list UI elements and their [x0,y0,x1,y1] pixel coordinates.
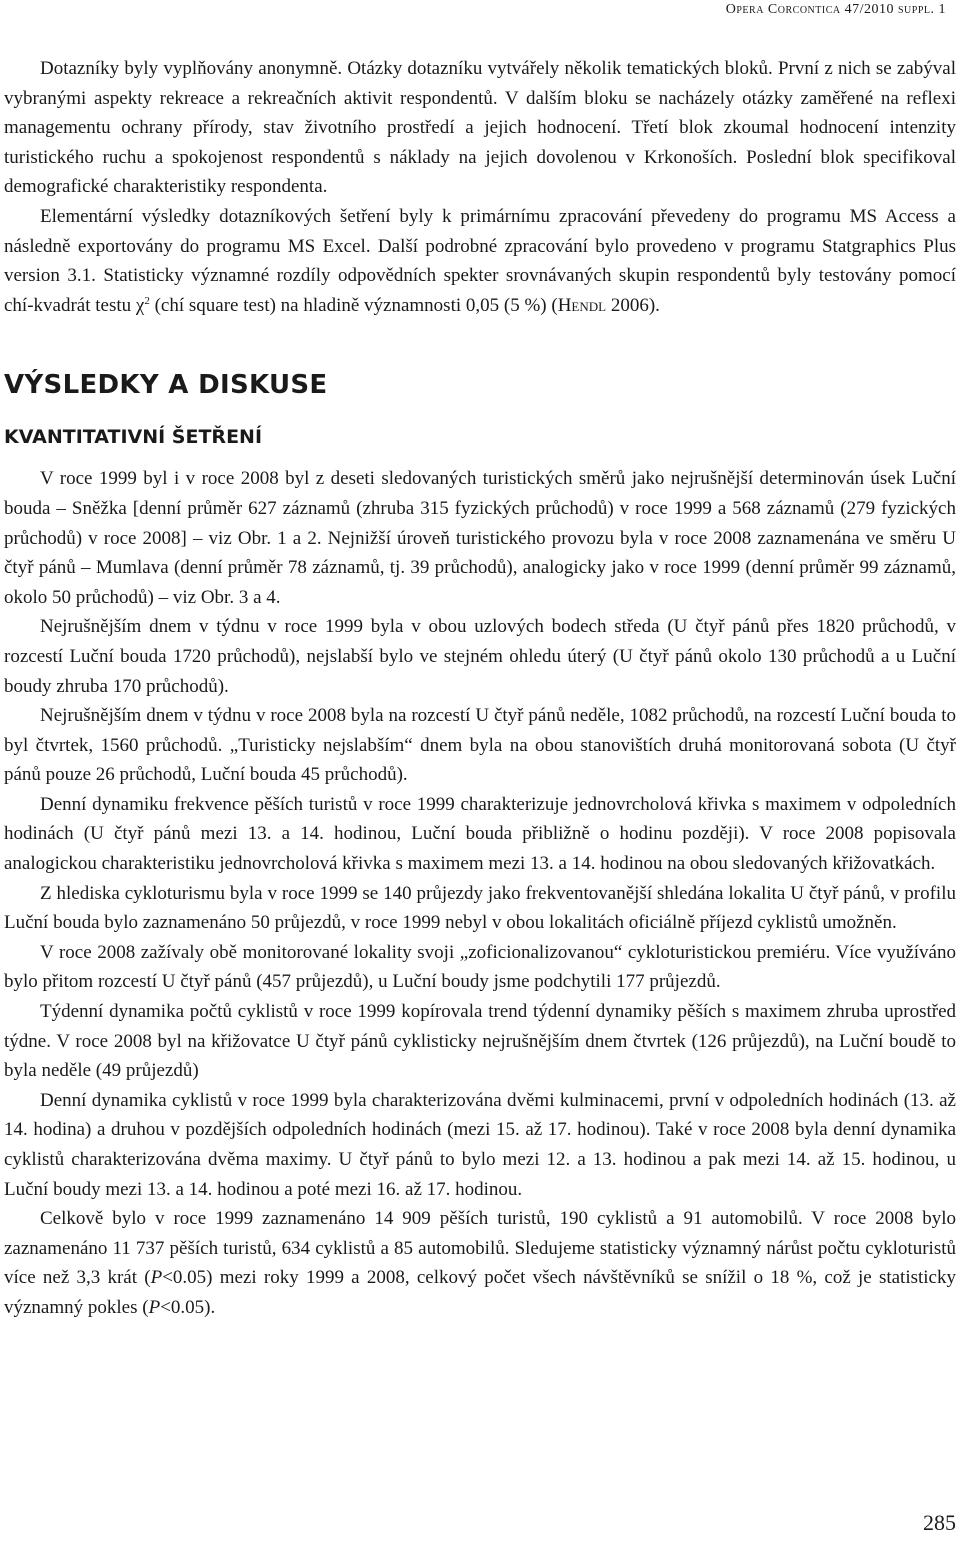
results-p9-text-2: <0.05) mezi roky 1999 a 2008, celkový počet všech návštěvníků se snížil o 18 %, což je statisticky významný pokles ( [4,1267,956,1318]
journal-title: Opera Corcontica 47/2010 suppl. 1 [725,2,946,17]
results-paragraph-1: V roce 1999 byl i v roce 2008 byl z deseti sledovaných turistických směrů jako nejrušnější determinován úsek Luční bouda – Sněžka [denní průměr 627 záznamů (zhruba 315 fyzických průchodů) v roce 1999 a 568 záznamů (279 fyzických průchodů) v roce 2008] – viz Obr. 1 a 2. Nejnižší úroveň turistického provozu byla v roce 2008 zaznamenána ve směru U čtyř pánů – Mumlava (denní průměr 78 záznamů, tj. 39 průchodů), analogicky jako v roce 1999 (denní průměr 99 záznamů, okolo 50 průchodů) – viz Obr. 3 a 4. [4,468,956,608]
results-paragraph-5: Z hlediska cykloturismu byla v roce 1999 se 140 průjezdy jako frekventovanější shledána lokalita U čtyř pánů, v profilu Luční bouda bylo zaznamenáno 50 průjezdů, v roce 1999 nebyl v obou lokalitách oficiálně příjezd cyklistů umožněn. [4,882,956,934]
page-number: 285 [923,1510,956,1535]
results-paragraph-3: Nejrušnějším dnem v týdnu v roce 2008 byla na rozcestí U čtyř pánů neděle, 1082 průchodů, na rozcestí Luční bouda to byl čtvrtek, 1560 průchodů. „Turisticky nejslabším“ dnem byla na obou stanovištích druhá monitorovaná sobota (U čtyř pánů pouze 26 průchodů, Luční bouda 45 průchodů). [4,705,956,786]
results-paragraph-7: Týdenní dynamika počtů cyklistů v roce 1999 kopírovala trend týdenní dynamiky pěších s maximem zhruba uprostřed týdne. V roce 2008 byl na křižovatce U čtyř pánů cyklisticky nejrušnějším dnem čtvrtek (126 průjezdů), na Luční boudě to byla neděle (49 průjezdů) [4,1001,956,1082]
section-heading: VÝSLEDKY A DISKUSE [4,370,328,401]
results-paragraph-4: Denní dynamiku frekvence pěších turistů v roce 1999 charakterizuje jednovrcholová křivka s maximem v odpoledních hodinách (U čtyř pánů mezi 13. a 14. hodinou, Luční bouda přibližně o hodinu později). V roce 2008 popisovala analogickou charakteristiku jednovrcholová křivka s maximem mezi 13. a 14. hodinou na obou sledovaných křižovatkách. [4,793,956,875]
page-body [4,54,956,1323]
results-paragraph-2: Nejrušnějším dnem v týdnu v roce 1999 byla v obou uzlových bodech středa (U čtyř pánů přes 1820 průchodů, v rozcestí Luční bouda 1720 průchodů), nejslabší bylo ve stejném ohledu úterý (U čtyř pánů okolo 130 průchodů a u Luční boudy zhruba 170 průchodů). [4,616,956,697]
p-value-symbol-1: P [150,1267,163,1289]
running-header [726,0,946,20]
results-paragraph-6: V roce 2008 zažívaly obě monitorované lokality svoji „zoficionalizovanou“ cykloturistickou premiéru. Více využíváno bylo přitom rozcestí U čtyř pánů (457 průjezdů), u Luční boudy jsme podchytili 177 průjezdů. [4,941,956,993]
results-paragraph-9 [4,1204,956,1322]
chi-square-superscript: 2 [144,294,150,307]
methods-p2-text-3: 2006). [606,294,660,316]
methods-paragraph-2 [4,202,956,320]
citation-author: Hendl [557,294,607,316]
methods-p2-text-2: (chí square test) na hladině významnosti 0,05 (5 %) ( [149,294,558,316]
results-p9-text-1: Celkově bylo v roce 1999 zaznamenáno 14 909 pěších turistů, 190 cyklistů a 91 automobilů. V roce 2008 bylo zaznamenáno 11 737 pěších turistů, 634 cyklistů a 85 automobilů. Sledujeme statisticky významný nárůst počtu cykloturistů více než 3,3 krát ( [4,1208,956,1289]
results-p9-text-3: <0.05). [160,1296,216,1318]
subsection-heading: KVANTITATIVNÍ ŠETŘENÍ [4,426,263,449]
methods-paragraph-1: Dotazníky byly vyplňovány anonymně. Otázky dotazníku vytvářely několik tematických bloků. První z nich se zabýval vybranými aspekty rekreace a rekreačních aktivit respondentů. V dalším bloku se nacházely otázky zaměřené na reflexi managementu ochrany přírody, stav životního prostředí a jejich hodnocení. Třetí blok zkoumal hodnocení intenzity turistického ruchu a spokojenost respondentů s náklady na jejich dovolenou v Krkonoších. Poslední blok specifikoval demografické charakteristiky respondenta. [4,58,956,198]
results-paragraph-8: Denní dynamika cyklistů v roce 1999 byla charakterizována dvěmi kulminacemi, první v odpoledních hodinách (13. až 14. hodina) a druhou v pozdějších odpoledních hodinách (mezi 15. až 17. hodinou). Také v roce 2008 byla denní dynamika cyklistů charakterizována dvěma maximy. U čtyř pánů to bylo mezi 12. a 13. hodinou a pak mezi 14. až 15. hodinou, u Luční boudy mezi 13. a 14. hodinou a poté mezi 16. až 17. hodinou. [4,1089,956,1200]
p-value-symbol-2: P [148,1296,161,1318]
methods-p2-text-1: Elementární výsledky dotazníkových šetření byly k primárnímu zpracování převedeny do programu MS Access a následně exportovány do programu MS Excel. Další podrobné zpracování bylo provedeno v programu Statgraphics Plus version 3.1. Statisticky významné rozdíly odpovědních spekter srovnávaných skupin respondentů byly testovány pomocí chí-kvadrát testu χ [4,205,956,316]
